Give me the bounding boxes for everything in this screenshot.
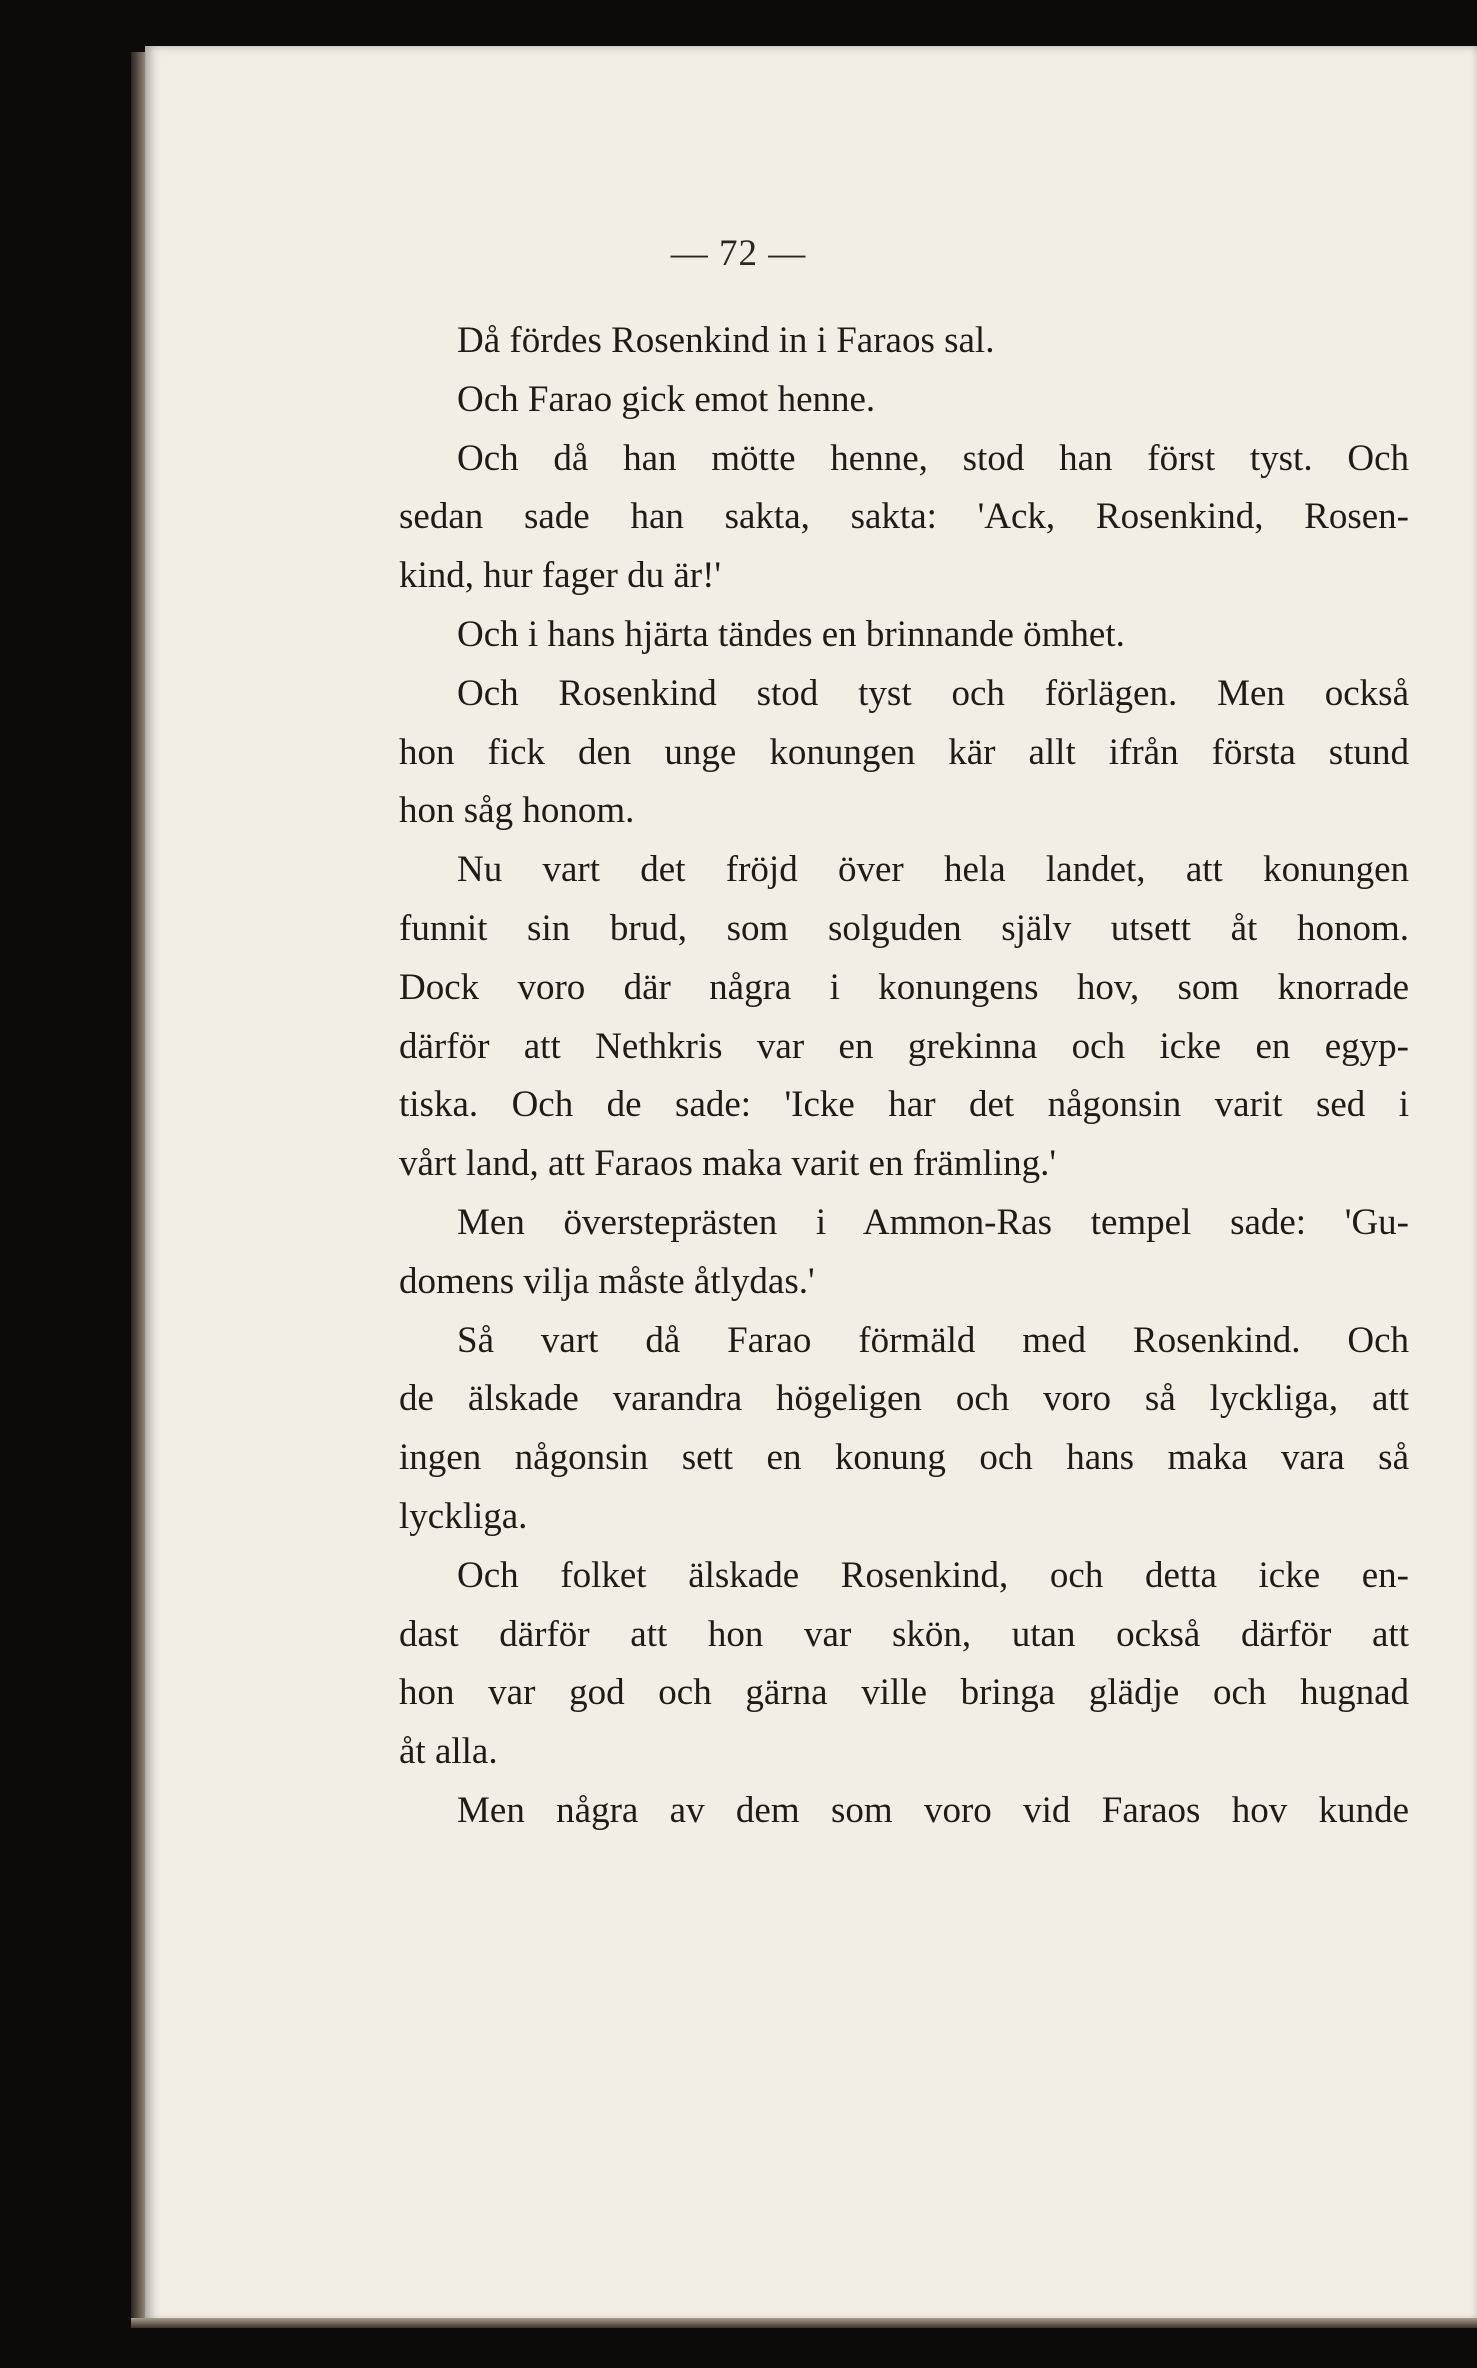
text-line: dast därför att hon var skön, utan också därför att (399, 1613, 1409, 1655)
text-line: Men några av dem som voro vid Faraos hov kunde (457, 1789, 1409, 1831)
body-text (399, 312, 1409, 1841)
text-line: Då fördes Rosenkind in i Faraos sal. (457, 320, 995, 361)
text-line: domens vilja måste åtlydas.' (399, 1260, 815, 1302)
page-edge (131, 52, 145, 2320)
text-line: hon var god och gärna ville bringa glädje och hugnad (399, 1672, 1409, 1714)
text-line: Dock voro där några i konungens hov, som knorrade (399, 966, 1409, 1008)
text-line: Men översteprästen i Ammon-Ras tempel sade: 'Gu- (457, 1201, 1409, 1243)
text-line: Och i hans hjärta tändes en brinnande ömhet. (457, 613, 1125, 655)
text-line: hon fick den unge konungen kär allt ifrån första stund (399, 731, 1409, 773)
text-line: Och Rosenkind stod tyst och förlägen. Men också (457, 672, 1409, 714)
text-line: vårt land, att Faraos maka varit en främling.' (399, 1143, 1057, 1185)
text-line: ingen någonsin sett en konung och hans maka vara så (399, 1437, 1409, 1479)
text-line: funnit sin brud, som solguden själv utsett åt honom. (399, 907, 1409, 949)
text-line: Nu vart det fröjd över hela landet, att konungen (457, 849, 1409, 891)
text-line: Och Farao gick emot henne. (457, 378, 876, 420)
text-line: Och folket älskade Rosenkind, och detta icke en- (457, 1554, 1409, 1596)
text-line: Så vart då Farao förmäld med Rosenkind. Och (457, 1319, 1409, 1361)
text-line: hon såg honom. (399, 790, 635, 832)
text-line: tiska. Och de sade: 'Icke har det någonsin varit sed i (399, 1084, 1409, 1126)
text-line: åt alla. (399, 1731, 498, 1773)
text-line: Och då han mötte henne, stod han först tyst. Och (457, 437, 1409, 479)
text-line: lyckliga. (399, 1495, 528, 1537)
text-line: de älskade varandra högeligen och voro så lyckliga, att (399, 1378, 1409, 1420)
page-bottom-edge (131, 2318, 1477, 2328)
text-line: sedan sade han sakta, sakta: 'Ack, Rosenkind, Rosen- (399, 496, 1409, 538)
page-number: — 72 — (670, 233, 807, 274)
text-line: därför att Nethkris var en grekinna och icke en egyp- (399, 1025, 1409, 1067)
text-line: kind, hur fager du är!' (399, 555, 722, 597)
